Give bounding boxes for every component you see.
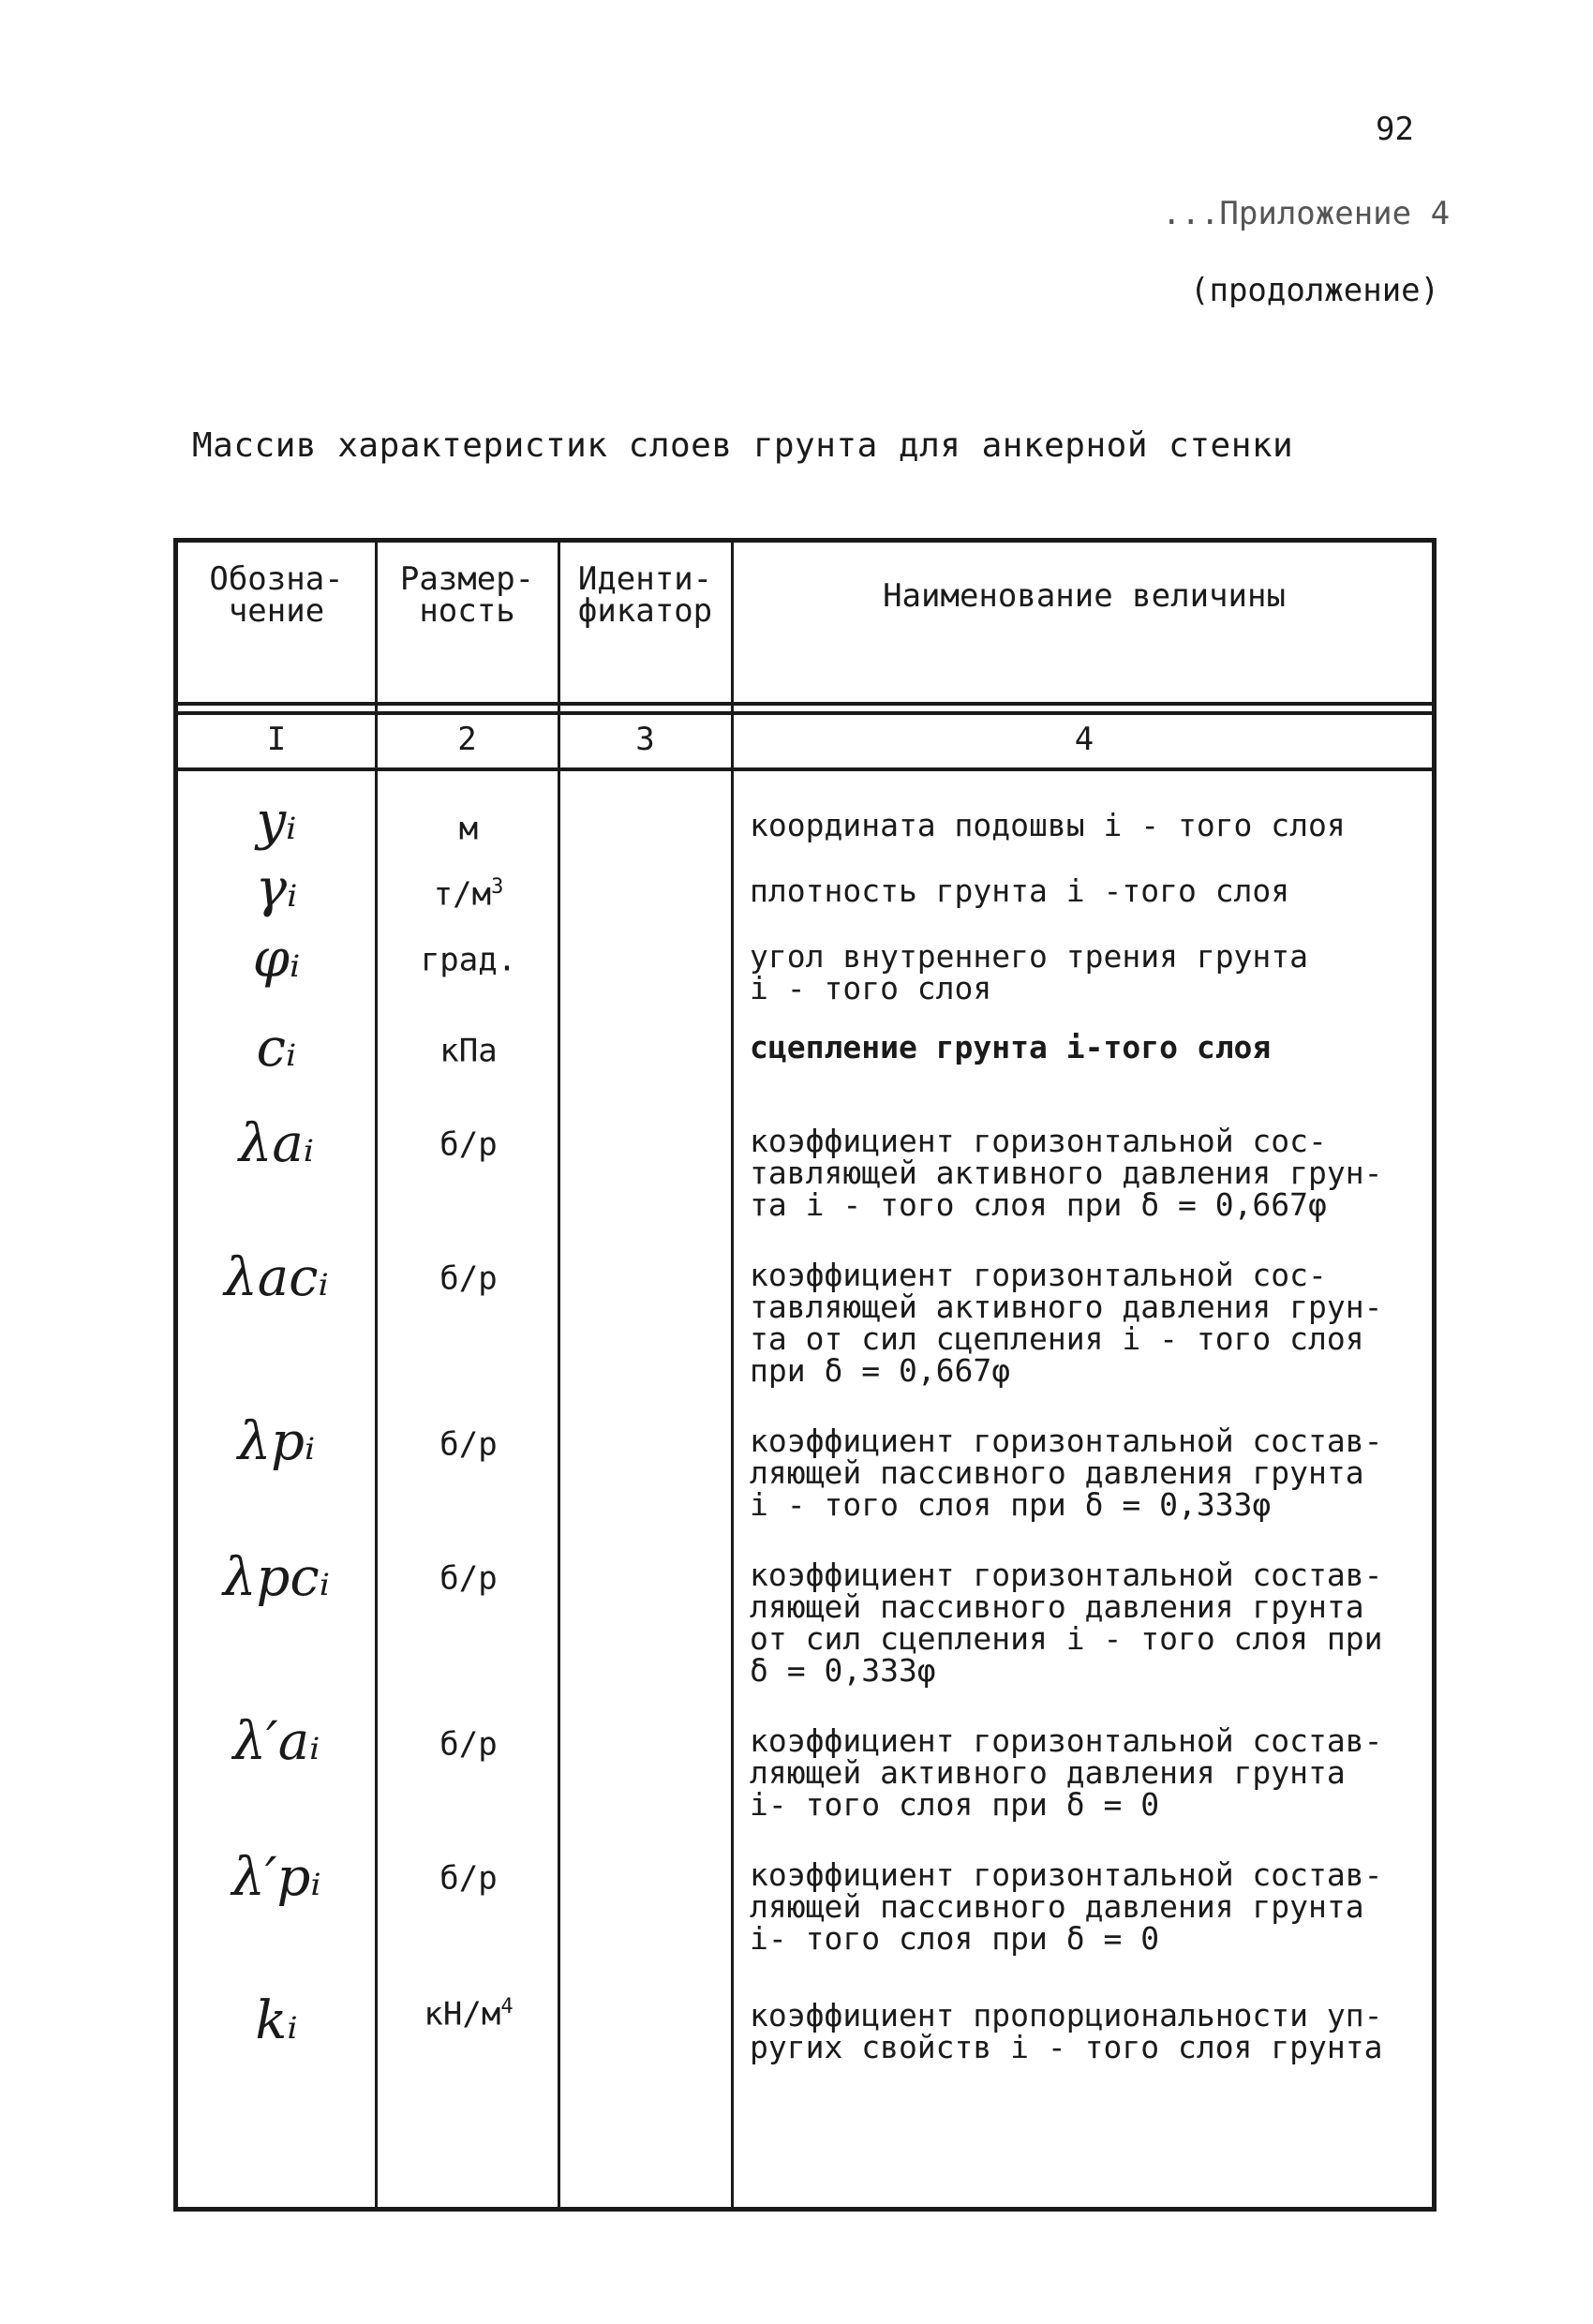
row-symbol: λaᵢ: [238, 1113, 315, 1174]
row-unit: б/р: [439, 1725, 498, 1764]
row-unit: $кН/м^4$: [424, 1995, 514, 2034]
row-symbol: γᵢ: [255, 858, 298, 919]
row-symbol: λ′pᵢ: [231, 1847, 321, 1908]
row-symbol: λ′aᵢ: [232, 1711, 320, 1772]
row-symbol: λacᵢ: [224, 1247, 329, 1308]
row-description: коэффициент горизонтальной состав- ляющей активного давления грунта i- того слоя при δ = 0: [750, 1722, 1383, 1823]
header-identifier: Иденти- фикатор: [577, 560, 713, 630]
header-description: Наименование величины: [883, 577, 1286, 615]
row-description: сцепление грунта i-того слоя: [750, 1029, 1272, 1065]
row-symbol: λpcᵢ: [223, 1547, 330, 1608]
row-description: плотность грунта i -того слоя: [750, 872, 1290, 909]
column-number: I: [266, 721, 287, 758]
continuation-label: (продолжение): [1190, 272, 1440, 309]
row-description: коэффициент горизонтальной состав- ляющей пассивного давления грунта i - того слоя при δ = 0,333φ: [750, 1423, 1383, 1523]
row-unit: б/р: [439, 1859, 498, 1898]
column-divider: [558, 543, 560, 2207]
row-symbol: φᵢ: [252, 929, 301, 990]
row-unit: $т/м^3$: [433, 875, 504, 914]
header-divider: [178, 702, 1432, 706]
row-unit: б/р: [439, 1559, 498, 1598]
column-number: 2: [457, 721, 477, 758]
header-unit: Размер- ность: [399, 560, 535, 630]
column-divider: [375, 543, 378, 2207]
row-symbol: kᵢ: [255, 1990, 298, 2051]
numbers-divider: [178, 767, 1432, 771]
column-divider: [731, 543, 734, 2207]
column-number: 3: [635, 721, 655, 758]
row-unit: б/р: [439, 1259, 498, 1298]
row-symbol: yᵢ: [256, 791, 297, 852]
row-description: коэффициент горизонтальной состав- ляющей пассивного давления грунта от сил сцепления i - того слоя при δ = 0,333φ: [750, 1557, 1383, 1689]
row-description: координата подошвы i - того слоя: [750, 807, 1346, 843]
row-description: коэффициент горизонтальной сос- тавляющей активного давления грун- та i - того слоя при δ = 0,667φ: [750, 1123, 1383, 1223]
row-description: коэффициент горизонтальной состав- ляющей пассивного давления грунта i- того слоя при δ = 0: [750, 1856, 1383, 1957]
header-symbol: Обозна- чение: [209, 560, 344, 630]
row-unit: б/р: [439, 1125, 498, 1164]
row-symbol: cᵢ: [256, 1018, 297, 1079]
row-symbol: λpᵢ: [237, 1411, 316, 1472]
row-unit: б/р: [439, 1425, 498, 1464]
characteristics-table: [173, 538, 1437, 2212]
row-description: коэффициент пропорциональности уп- ругих свойств i - того слоя грунта: [750, 1997, 1383, 2065]
row-description: коэффициент горизонтальной сос- тавляющей активного давления грун- та от сил сцепления i - того слоя при δ = 0,667φ: [750, 1257, 1383, 1389]
document-title: Массив характеристик слоев грунта для анкерной стенки: [192, 426, 1294, 465]
header-divider: [178, 711, 1432, 715]
row-unit: м: [458, 810, 479, 848]
column-number: 4: [1074, 721, 1094, 758]
row-unit: град.: [420, 941, 517, 979]
row-description: угол внутреннего трения грунта i - того слоя: [750, 938, 1309, 1006]
row-unit: кПа: [439, 1032, 498, 1070]
appendix-label: ...Приложение 4: [1162, 195, 1451, 232]
page-number: 92: [1376, 111, 1414, 148]
